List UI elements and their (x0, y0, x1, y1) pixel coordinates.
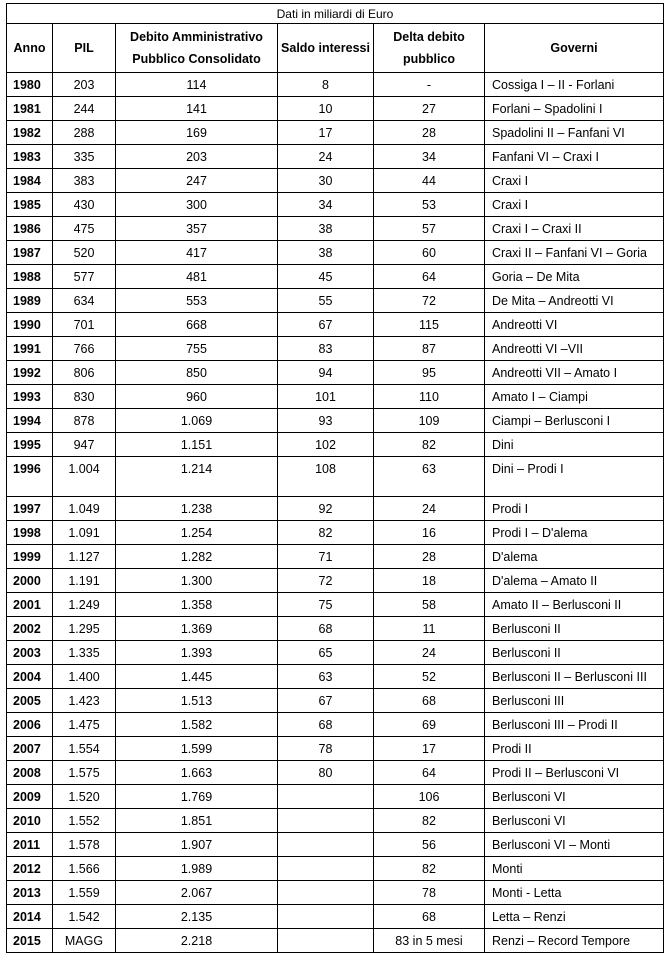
cell-governi: Monti - Letta (485, 881, 664, 905)
table-row (7, 289, 664, 313)
cell-delta: 106 (374, 785, 485, 809)
cell-pil: 878 (53, 409, 116, 433)
cell-delta: - (374, 73, 485, 97)
cell-pil: MAGG (53, 929, 116, 953)
cell-anno: 2007 (7, 737, 53, 761)
cell-debito: 203 (116, 145, 278, 169)
cell-governi: Berlusconi II (485, 617, 664, 641)
cell-debito: 169 (116, 121, 278, 145)
cell-anno: 1982 (7, 121, 53, 145)
cell-saldo: 34 (278, 193, 374, 217)
table-row (7, 929, 664, 953)
cell-saldo: 38 (278, 241, 374, 265)
cell-governi: Dini – Prodi I (485, 457, 664, 497)
table-row (7, 593, 664, 617)
table-row (7, 241, 664, 265)
cell-pil: 203 (53, 73, 116, 97)
cell-saldo: 38 (278, 217, 374, 241)
cell-delta: 34 (374, 145, 485, 169)
cell-governi: Berlusconi VI (485, 785, 664, 809)
cell-pil: 701 (53, 313, 116, 337)
cell-debito: 553 (116, 289, 278, 313)
cell-anno: 1981 (7, 97, 53, 121)
cell-anno: 1996 (7, 457, 53, 497)
table-row (7, 737, 664, 761)
cell-pil: 430 (53, 193, 116, 217)
cell-saldo: 24 (278, 145, 374, 169)
cell-delta: 110 (374, 385, 485, 409)
cell-saldo: 17 (278, 121, 374, 145)
cell-delta: 78 (374, 881, 485, 905)
cell-debito: 850 (116, 361, 278, 385)
cell-saldo (278, 809, 374, 833)
table-row (7, 121, 664, 145)
cell-delta: 87 (374, 337, 485, 361)
cell-anno: 1985 (7, 193, 53, 217)
cell-anno: 2008 (7, 761, 53, 785)
caption-row (7, 4, 664, 24)
cell-debito: 1.663 (116, 761, 278, 785)
cell-pil: 1.004 (53, 457, 116, 497)
cell-saldo: 82 (278, 521, 374, 545)
table-row (7, 497, 664, 521)
cell-pil: 1.559 (53, 881, 116, 905)
cell-debito: 1.582 (116, 713, 278, 737)
cell-pil: 1.552 (53, 809, 116, 833)
cell-governi: Andreotti VI –VII (485, 337, 664, 361)
cell-saldo: 108 (278, 457, 374, 497)
cell-saldo (278, 929, 374, 953)
cell-governi: Berlusconi VI (485, 809, 664, 833)
cell-anno: 2014 (7, 905, 53, 929)
cell-governi: Craxi I – Craxi II (485, 217, 664, 241)
cell-pil: 1.127 (53, 545, 116, 569)
cell-saldo: 75 (278, 593, 374, 617)
cell-debito: 960 (116, 385, 278, 409)
cell-debito: 2.067 (116, 881, 278, 905)
cell-pil: 1.475 (53, 713, 116, 737)
cell-debito: 1.369 (116, 617, 278, 641)
cell-governi: Monti (485, 857, 664, 881)
cell-pil: 1.578 (53, 833, 116, 857)
table-row (7, 713, 664, 737)
cell-debito: 668 (116, 313, 278, 337)
table-row (7, 761, 664, 785)
cell-debito: 300 (116, 193, 278, 217)
debt-table (6, 3, 664, 953)
cell-governi: Ciampi – Berlusconi I (485, 409, 664, 433)
cell-pil: 1.049 (53, 497, 116, 521)
cell-anno: 2001 (7, 593, 53, 617)
cell-anno: 2002 (7, 617, 53, 641)
cell-debito: 1.358 (116, 593, 278, 617)
cell-governi: Craxi I (485, 193, 664, 217)
cell-saldo (278, 881, 374, 905)
cell-saldo (278, 785, 374, 809)
cell-delta: 17 (374, 737, 485, 761)
cell-saldo: 30 (278, 169, 374, 193)
table-row (7, 433, 664, 457)
cell-governi: Renzi – Record Tempore (485, 929, 664, 953)
cell-saldo: 102 (278, 433, 374, 457)
header-delta: Delta debito pubblico (374, 24, 485, 73)
cell-delta: 11 (374, 617, 485, 641)
cell-debito: 1.300 (116, 569, 278, 593)
table-row (7, 409, 664, 433)
cell-saldo: 67 (278, 313, 374, 337)
cell-debito: 755 (116, 337, 278, 361)
cell-pil: 520 (53, 241, 116, 265)
table-row (7, 313, 664, 337)
header-row (7, 24, 664, 73)
table-row (7, 617, 664, 641)
cell-delta: 82 (374, 433, 485, 457)
cell-delta: 57 (374, 217, 485, 241)
cell-debito: 1.769 (116, 785, 278, 809)
cell-saldo: 63 (278, 665, 374, 689)
cell-debito: 247 (116, 169, 278, 193)
cell-saldo: 8 (278, 73, 374, 97)
header-debito: Debito Amministrativo Pubblico Consolidato (116, 24, 278, 73)
cell-delta: 60 (374, 241, 485, 265)
cell-governi: D'alema – Amato II (485, 569, 664, 593)
cell-governi: Spadolini II – Fanfani VI (485, 121, 664, 145)
cell-anno: 2003 (7, 641, 53, 665)
cell-pil: 244 (53, 97, 116, 121)
cell-delta: 95 (374, 361, 485, 385)
cell-debito: 357 (116, 217, 278, 241)
cell-saldo: 55 (278, 289, 374, 313)
cell-debito: 417 (116, 241, 278, 265)
cell-governi: Craxi I (485, 169, 664, 193)
cell-pil: 1.091 (53, 521, 116, 545)
cell-anno: 1995 (7, 433, 53, 457)
cell-delta: 53 (374, 193, 485, 217)
cell-delta: 63 (374, 457, 485, 497)
table-row (7, 217, 664, 241)
cell-pil: 947 (53, 433, 116, 457)
cell-governi: Prodi II (485, 737, 664, 761)
debt-table-container (6, 3, 664, 953)
cell-anno: 2013 (7, 881, 53, 905)
cell-delta: 44 (374, 169, 485, 193)
cell-pil: 1.554 (53, 737, 116, 761)
cell-debito: 1.214 (116, 457, 278, 497)
cell-debito: 1.069 (116, 409, 278, 433)
cell-delta: 16 (374, 521, 485, 545)
cell-delta: 109 (374, 409, 485, 433)
table-body (7, 73, 664, 953)
cell-governi: Berlusconi III – Prodi II (485, 713, 664, 737)
cell-saldo (278, 833, 374, 857)
cell-anno: 2015 (7, 929, 53, 953)
cell-debito: 141 (116, 97, 278, 121)
cell-pil: 1.191 (53, 569, 116, 593)
cell-anno: 1998 (7, 521, 53, 545)
cell-delta: 68 (374, 689, 485, 713)
table-row (7, 169, 664, 193)
cell-saldo: 92 (278, 497, 374, 521)
cell-pil: 1.520 (53, 785, 116, 809)
cell-saldo: 10 (278, 97, 374, 121)
cell-pil: 1.423 (53, 689, 116, 713)
cell-pil: 806 (53, 361, 116, 385)
table-row (7, 833, 664, 857)
table-row (7, 521, 664, 545)
cell-governi: Prodi II – Berlusconi VI (485, 761, 664, 785)
table-row (7, 385, 664, 409)
cell-pil: 383 (53, 169, 116, 193)
cell-saldo: 78 (278, 737, 374, 761)
cell-governi: Berlusconi II – Berlusconi III (485, 665, 664, 689)
cell-governi: Andreotti VI (485, 313, 664, 337)
cell-anno: 1989 (7, 289, 53, 313)
table-row (7, 193, 664, 217)
cell-saldo (278, 905, 374, 929)
cell-delta: 28 (374, 545, 485, 569)
cell-pil: 1.295 (53, 617, 116, 641)
cell-governi: Dini (485, 433, 664, 457)
cell-anno: 1988 (7, 265, 53, 289)
cell-anno: 1990 (7, 313, 53, 337)
table-row (7, 857, 664, 881)
cell-debito: 2.218 (116, 929, 278, 953)
cell-anno: 2004 (7, 665, 53, 689)
cell-delta: 82 (374, 809, 485, 833)
cell-debito: 1.393 (116, 641, 278, 665)
cell-governi: Berlusconi III (485, 689, 664, 713)
cell-delta: 24 (374, 497, 485, 521)
cell-saldo: 94 (278, 361, 374, 385)
cell-anno: 2009 (7, 785, 53, 809)
cell-saldo: 80 (278, 761, 374, 785)
table-row (7, 457, 664, 497)
cell-saldo: 71 (278, 545, 374, 569)
cell-debito: 1.851 (116, 809, 278, 833)
cell-pil: 1.575 (53, 761, 116, 785)
table-row (7, 785, 664, 809)
cell-delta: 58 (374, 593, 485, 617)
cell-saldo: 72 (278, 569, 374, 593)
cell-pil: 634 (53, 289, 116, 313)
cell-anno: 2012 (7, 857, 53, 881)
table-row (7, 545, 664, 569)
cell-anno: 2006 (7, 713, 53, 737)
cell-delta: 56 (374, 833, 485, 857)
cell-saldo: 83 (278, 337, 374, 361)
cell-debito: 1.989 (116, 857, 278, 881)
cell-anno: 2010 (7, 809, 53, 833)
cell-pil: 766 (53, 337, 116, 361)
cell-anno: 1987 (7, 241, 53, 265)
cell-pil: 335 (53, 145, 116, 169)
cell-governi: Goria – De Mita (485, 265, 664, 289)
table-row (7, 809, 664, 833)
cell-delta: 83 in 5 mesi (374, 929, 485, 953)
cell-anno: 1997 (7, 497, 53, 521)
cell-governi: D'alema (485, 545, 664, 569)
table-row (7, 97, 664, 121)
table-row (7, 145, 664, 169)
cell-saldo: 68 (278, 617, 374, 641)
cell-delta: 52 (374, 665, 485, 689)
cell-anno: 1986 (7, 217, 53, 241)
cell-debito: 1.907 (116, 833, 278, 857)
table-row (7, 569, 664, 593)
cell-pil: 1.249 (53, 593, 116, 617)
cell-anno: 1993 (7, 385, 53, 409)
cell-saldo: 68 (278, 713, 374, 737)
cell-saldo: 45 (278, 265, 374, 289)
cell-delta: 64 (374, 265, 485, 289)
cell-governi: Berlusconi VI – Monti (485, 833, 664, 857)
cell-governi: Amato II – Berlusconi II (485, 593, 664, 617)
table-row (7, 905, 664, 929)
cell-debito: 1.282 (116, 545, 278, 569)
cell-pil: 830 (53, 385, 116, 409)
cell-delta: 28 (374, 121, 485, 145)
cell-anno: 1999 (7, 545, 53, 569)
table-row (7, 73, 664, 97)
table-row (7, 689, 664, 713)
cell-pil: 1.335 (53, 641, 116, 665)
cell-anno: 1994 (7, 409, 53, 433)
cell-debito: 1.238 (116, 497, 278, 521)
cell-governi: De Mita – Andreotti VI (485, 289, 664, 313)
cell-anno: 1991 (7, 337, 53, 361)
table-caption: Dati in miliardi di Euro (7, 4, 664, 24)
cell-debito: 481 (116, 265, 278, 289)
header-saldo: Saldo interessi (278, 24, 374, 73)
cell-anno: 1992 (7, 361, 53, 385)
cell-anno: 1984 (7, 169, 53, 193)
table-row (7, 265, 664, 289)
cell-debito: 1.445 (116, 665, 278, 689)
cell-debito: 114 (116, 73, 278, 97)
cell-pil: 1.566 (53, 857, 116, 881)
cell-anno: 1983 (7, 145, 53, 169)
cell-anno: 1980 (7, 73, 53, 97)
cell-saldo: 67 (278, 689, 374, 713)
cell-governi: Prodi I (485, 497, 664, 521)
cell-governi: Prodi I – D'alema (485, 521, 664, 545)
cell-anno: 2011 (7, 833, 53, 857)
table-row (7, 337, 664, 361)
cell-delta: 69 (374, 713, 485, 737)
cell-delta: 24 (374, 641, 485, 665)
cell-pil: 1.542 (53, 905, 116, 929)
cell-debito: 2.135 (116, 905, 278, 929)
cell-governi: Fanfani VI – Craxi I (485, 145, 664, 169)
table-row (7, 361, 664, 385)
cell-anno: 2000 (7, 569, 53, 593)
cell-governi: Letta – Renzi (485, 905, 664, 929)
cell-pil: 1.400 (53, 665, 116, 689)
cell-delta: 82 (374, 857, 485, 881)
cell-delta: 115 (374, 313, 485, 337)
cell-delta: 27 (374, 97, 485, 121)
cell-governi: Berlusconi II (485, 641, 664, 665)
cell-governi: Cossiga I – II - Forlani (485, 73, 664, 97)
cell-pil: 577 (53, 265, 116, 289)
table-row (7, 665, 664, 689)
cell-delta: 18 (374, 569, 485, 593)
table-row (7, 641, 664, 665)
table-row (7, 881, 664, 905)
cell-anno: 2005 (7, 689, 53, 713)
cell-delta: 64 (374, 761, 485, 785)
cell-pil: 475 (53, 217, 116, 241)
cell-saldo: 101 (278, 385, 374, 409)
cell-governi: Craxi II – Fanfani VI – Goria (485, 241, 664, 265)
cell-governi: Forlani – Spadolini I (485, 97, 664, 121)
cell-debito: 1.151 (116, 433, 278, 457)
header-pil: PIL (53, 24, 116, 73)
cell-debito: 1.513 (116, 689, 278, 713)
cell-saldo (278, 857, 374, 881)
cell-debito: 1.599 (116, 737, 278, 761)
cell-saldo: 65 (278, 641, 374, 665)
cell-delta: 72 (374, 289, 485, 313)
cell-delta: 68 (374, 905, 485, 929)
cell-pil: 288 (53, 121, 116, 145)
header-governi: Governi (485, 24, 664, 73)
cell-governi: Andreotti VII – Amato I (485, 361, 664, 385)
header-anno: Anno (7, 24, 53, 73)
cell-governi: Amato I – Ciampi (485, 385, 664, 409)
cell-debito: 1.254 (116, 521, 278, 545)
cell-saldo: 93 (278, 409, 374, 433)
